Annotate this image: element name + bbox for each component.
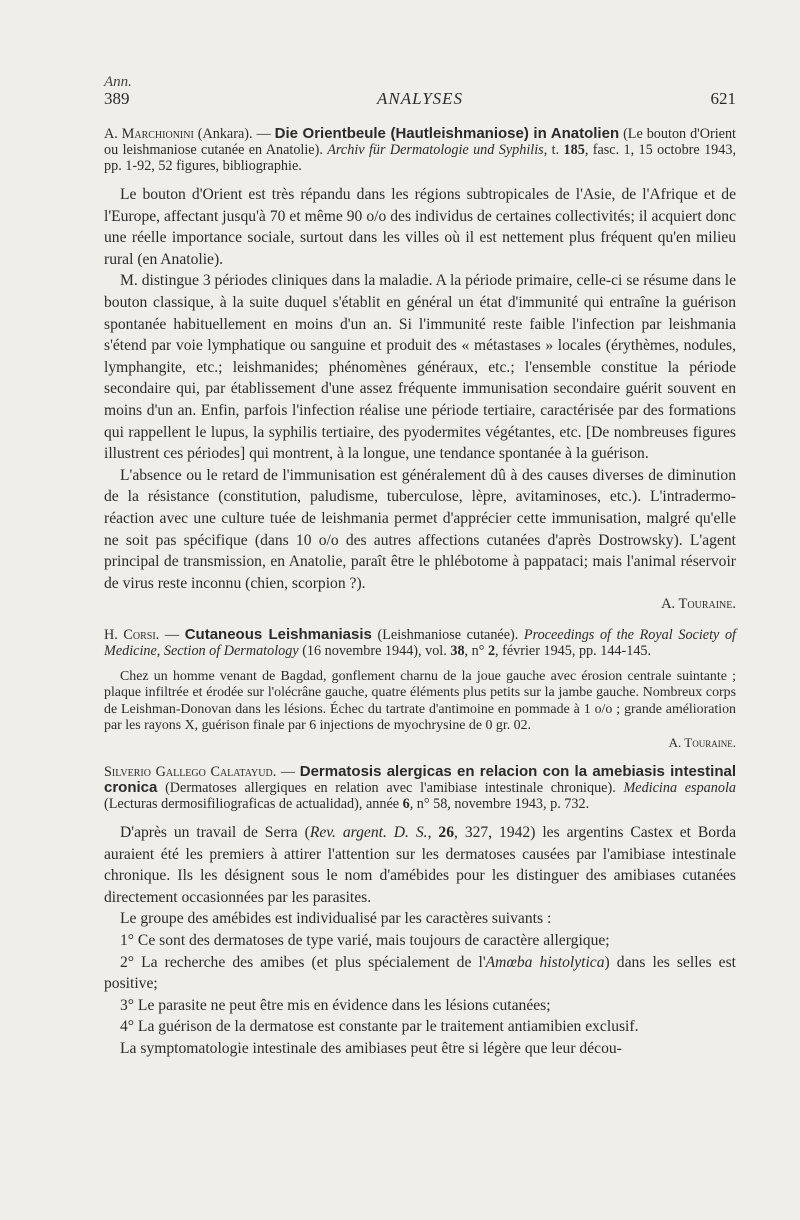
- text-run: , 327, 1942) les argentins Castex et Borda auraient été les premiers à attirer l'attention sur les dermatoses causées par l'amibiase intestinale chronique. Ils les désignent sous le nom d'amébides pour les distinguer des amibiases cutanées directement occasionnées par les parasites.: [104, 824, 737, 906]
- page-number: 621: [710, 89, 736, 108]
- entry-3-paragraph: La symptomatologie intestinale des amibiases peut être si légère que leur décou-: [120, 1040, 622, 1058]
- criteria-item: 1° Ce sont des dermatoses de type varié, mais toujours de caractère allergique;: [120, 932, 610, 950]
- species-name: Amœba histolytica: [485, 953, 605, 971]
- entry-1-vol-prefix: , t.: [543, 142, 564, 158]
- entry-2-date: (16 novembre 1944), vol.: [298, 643, 451, 660]
- entry-3-paragraph: Le groupe des amébides est individualisé par les caractères suivants :: [120, 910, 552, 928]
- entry-2-author: H. Corsi: [104, 627, 156, 644]
- entry-3-text: [104, 822, 736, 1060]
- entry-1-title: Die Orientbeule (Hautleishmaniose) in Anatolien: [274, 125, 620, 142]
- reference-volume: 26: [438, 824, 454, 842]
- entry-1-paragraph: Le bouton d'Orient est très répandu dans les régions subtropicales de l'Asie, de l'Afrique et de l'Europe, affectant jusqu'à 70 et même 90 o/o des individus de certaines collectivités; il acquiert donc une réelle importance sociale, surtout dans les villes où il est nettement plus fréquent qu'en milieu rural (en Anatolie).: [104, 186, 736, 268]
- entry-2-number: 2: [487, 643, 496, 660]
- entry-2-text: [104, 669, 736, 734]
- entry-3-paragraph: [104, 822, 736, 908]
- entry-3-title: Dermatosis alergicas en relacion con la amebiasis intestinal cronica: [104, 763, 736, 797]
- entry-1-affiliation: (Ankara). —: [193, 126, 275, 142]
- text-run: 2° La recherche des amibes (et plus spécialement de l': [120, 953, 486, 971]
- entry-2-volume: 38: [450, 643, 465, 660]
- journal-abbreviation: Ann.: [104, 74, 132, 90]
- volume-page: 389: [104, 89, 130, 108]
- analysis-entry-2: [104, 627, 736, 751]
- entry-2-num-prefix: , n°: [464, 643, 488, 660]
- entry-1-heading: [104, 126, 736, 174]
- entry-1-paragraph: M. distingue 3 périodes cliniques dans la maladie. A la période primaire, celle-ci se résume dans le bouton classique, à la suite duquel s'établit en général un état d'immunité qui entraîne la guérison spontanée habituellement en moins d'un an. Si l'immunité reste faible l'infection par leishmania s'étend par voie lymphatique ou sanguine et produit des « métastases » locales (érythèmes, nodules, lymphangite, etc.; leishmanides; phénomènes généraux, etc.; l'ensemble constitue la période secondaire qui, par établissement d'une assez fréquente immunisation secondaire guérit souvent en moins d'un an. Enfin, parfois l'infection réalise une période tertiaire, caractérisée par des formations qui rappellent le lupus, la syphilis tertiaire, des pyodermites végétantes, etc. [De nombreuses figures illustrent ces périodes] qui montrent, à la longue, une tendance spontanée à la guérison.: [104, 272, 736, 463]
- spacer: [104, 613, 736, 627]
- entry-3-journal: Medicina espanola: [623, 780, 736, 797]
- entry-3-year-number: 6: [402, 796, 410, 813]
- analysis-entry-3: [104, 764, 736, 1060]
- entry-2-details: , février 1945, pp. 144-145.: [495, 643, 652, 660]
- entry-2-journal: Proceedings of the Royal Society of Medicine, Section of Dermatology: [104, 627, 736, 660]
- entry-1-details: , fasc. 1, 15 octobre 1943, pp. 1-92, 52 figures, bibliographie.: [104, 142, 736, 174]
- entry-1-text: [104, 184, 736, 594]
- criteria-item: 4° La guérison de la dermatose est constante par le traitement antiamibien exclusif.: [120, 1018, 639, 1036]
- running-header: [104, 89, 736, 111]
- entry-1-author: A. Marchionini: [104, 126, 194, 142]
- entry-3-author: Silverio Gallego Calatayud: [104, 764, 273, 781]
- text-run: ,: [427, 824, 439, 842]
- entry-2-paragraph: Chez un homme venant de Bagdad, gonflement charnu de la joue gauche avec érosion centrale suintante ; plaque infiltrée et érodée sur l'olécrâne gauche, quatre éléments plus petits sur la jambe gauche. Nombreux corps de Leishman-Donovan dans les lésions. Échec du tartrate d'antimoine en pommade à 1 o/o ; grande amélioration par les rayons X, guérison finale par 6 injections de myochrysine de 0 gr. 02.: [104, 669, 736, 733]
- reference-journal: Rev. argent. D. S.: [309, 824, 428, 842]
- criteria-item: [104, 952, 736, 995]
- entry-2-heading: [104, 627, 736, 659]
- analysis-entry-1: [104, 126, 736, 613]
- entry-1-volume: 185: [563, 142, 585, 158]
- entry-1-signature: A. Touraine.: [661, 596, 736, 613]
- text-run: ) dans les selles est positive;: [104, 953, 736, 993]
- entry-2-signature: A. Touraine.: [668, 735, 736, 751]
- entry-2-title: Cutaneous Leishmaniasis: [184, 626, 372, 644]
- text-run: D'après un travail de Serra (: [120, 824, 310, 842]
- entry-2-french-title: (Leishmaniose cutanée).: [371, 627, 524, 644]
- entry-3-french-title: (Dermatoses allergiques en relation avec l'amibiase intestinale chronique).: [157, 780, 624, 797]
- entry-3-details: , n° 58, novembre 1943, p. 732.: [409, 796, 590, 813]
- entry-1-paragraph: L'absence ou le retard de l'immunisation est généralement dû à des causes diverses de diminution de la résistance (constitution, paludisme, tuberculose, lèpre, avitaminoses, etc.). L'intradermo-réaction avec une culture tuée de leishmania permet d'apprécier cette immunisation, malgré qu'elle ne soit pas spécifique (dans 10 o/o des autres affections cutanées d'après Dostrowsky). L'agent principal de transmission, en Anatolie, paraît être le phlébotome à pappataci; mais l'animal réservoir de virus reste inconnu (chien, scorpion ?).: [104, 466, 736, 592]
- entry-2-dash: . —: [155, 627, 185, 644]
- entry-1-journal: Archiv für Dermatologie und Syphilis: [327, 142, 544, 158]
- running-title: ANALYSES: [376, 89, 464, 108]
- entry-1-french-title: (Le bouton d'Orient ou leishmaniose cutanée en Anatolie).: [104, 126, 736, 158]
- entry-3-dash: . —: [272, 764, 300, 781]
- entry-3-heading: [104, 764, 736, 812]
- entry-3-series: (Lecturas dermosifiliograficas de actualidad), année: [104, 796, 403, 813]
- page-body: [104, 126, 736, 1060]
- criteria-item: 3° Le parasite ne peut être mis en évidence dans les lésions cutanées;: [120, 996, 551, 1014]
